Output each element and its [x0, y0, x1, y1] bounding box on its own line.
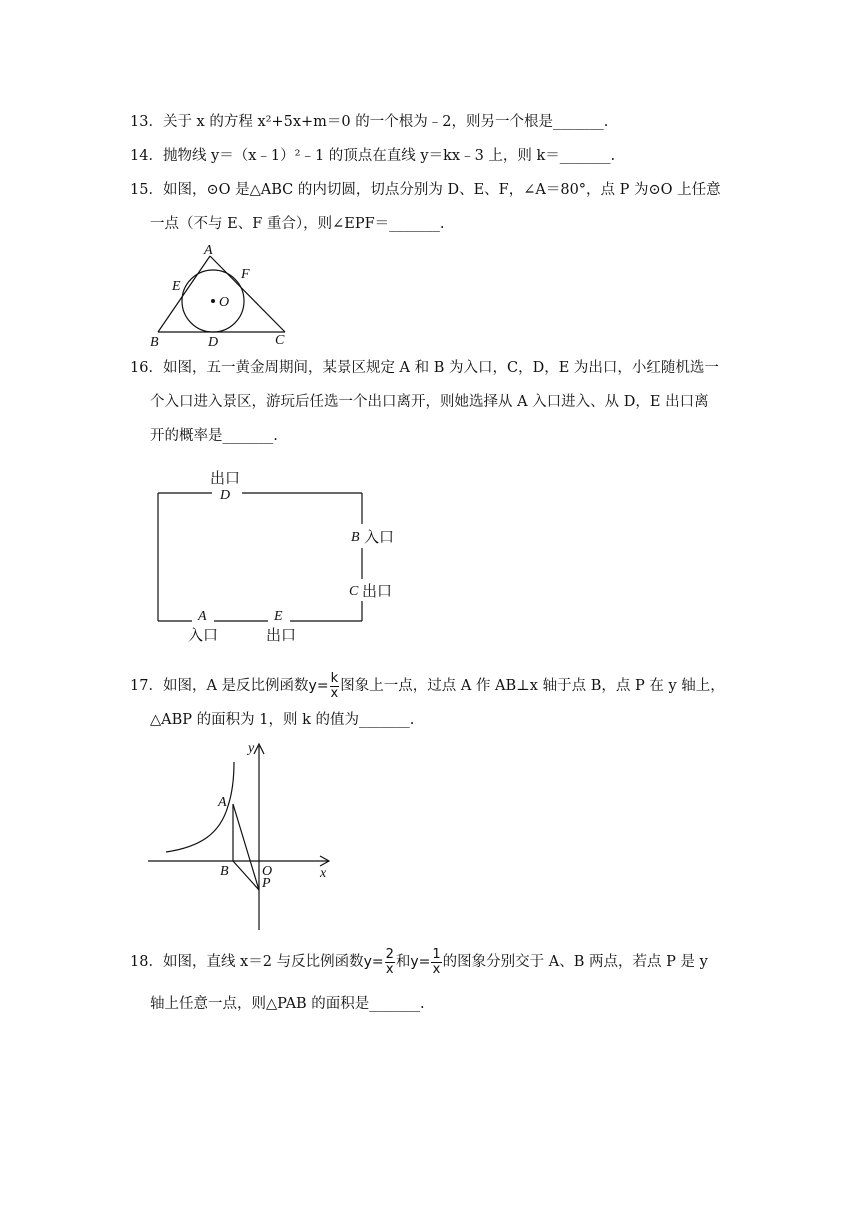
label-a: A [218, 795, 227, 810]
q17-frac-den: x [330, 685, 339, 701]
q18-frac2-num: 1 [432, 946, 441, 962]
label-e-exit: 出口 [266, 626, 297, 644]
label-b-entrance: 入口 [364, 528, 395, 546]
label-d: D [208, 335, 219, 350]
label-e: E [172, 279, 181, 294]
question-18-line-1 [130, 946, 708, 978]
label-o: O [219, 295, 230, 310]
q18-frac2-den: x [432, 961, 441, 977]
figure-15-triangle-incircle [140, 240, 300, 350]
label-c: C [349, 584, 359, 599]
q17-func-lhs: y= [308, 678, 329, 694]
label-e: E [274, 609, 283, 624]
label-d-exit: 出口 [210, 469, 241, 487]
q18-suffix: 的图象分别交于 A、B 两点，若点 P 是 y [442, 954, 708, 970]
question-16-line-3: 开的概率是_______. [150, 428, 278, 444]
question-15-line-1: 15．如图，⊙O 是△ABC 的内切圆，切点分别为 D、E、F，∠A＝80°，点 P 为⊙O 上任意 [130, 182, 721, 198]
label-a: A [204, 243, 213, 258]
q18-mid: 和 [395, 954, 411, 970]
side-ab [158, 256, 210, 332]
question-18-line-2: 轴上任意一点，则△PAB 的面积是_______. [150, 996, 425, 1012]
label-c-exit: 出口 [362, 582, 393, 600]
figure-17-inverse-function-graph [140, 734, 340, 934]
question-13: 13．关于 x 的方程 x²+5x+m＝0 的一个根为﹣2，则另一个根是_______. [130, 114, 609, 130]
q18-func2-lhs: y= [410, 954, 431, 970]
label-o: O [262, 864, 273, 879]
q17-prefix: 17．如图，A 是反比例函数 [130, 678, 309, 694]
label-f: F [241, 267, 250, 282]
label-a-entrance: 入口 [188, 626, 219, 644]
q18-func1-lhs: y= [363, 954, 384, 970]
q18-prefix: 18．如图，直线 x＝2 与反比例函数 [130, 954, 364, 970]
question-16-line-2: 个入口进入景区，游玩后任选一个出口离开，则她选择从 A 入口进入、从 D，E 出口离 [150, 394, 709, 410]
label-x: x [320, 866, 327, 881]
question-17-line-2: △ABP 的面积为 1，则 k 的值为_______. [150, 712, 415, 728]
label-c: C [275, 333, 285, 348]
q17-fraction [330, 672, 340, 701]
label-b: B [150, 335, 159, 350]
segment-ap [233, 804, 259, 890]
label-p: P [262, 876, 271, 891]
q18-frac1-num: 2 [385, 946, 394, 962]
question-16-line-1: 16．如图，五一黄金周期间，某景区规定 A 和 B 为入口，C，D，E 为出口，小红随机选一 [130, 360, 719, 376]
question-15-line-2: 一点（不与 E、F 重合），则∠EPF＝_______. [150, 216, 445, 232]
center-dot [211, 299, 215, 303]
q17-frac-num: k [330, 670, 339, 686]
q18-frac1-den: x [385, 961, 394, 977]
label-a: A [198, 609, 207, 624]
figure-16-scenic-area [140, 462, 410, 647]
label-b: B [220, 864, 229, 879]
label-d: D [220, 488, 231, 503]
question-17-line-1 [130, 670, 725, 702]
q18-fraction-1 [385, 948, 395, 977]
q18-fraction-2 [431, 948, 441, 977]
q17-suffix: 图象上一点，过点 A 作 AB⊥x 轴于点 B，点 P 在 y 轴上， [340, 678, 725, 694]
label-b: B [351, 530, 360, 545]
question-14: 14．抛物线 y＝（x﹣1）²﹣1 的顶点在直线 y＝kx﹣3 上，则 k＝_______. [130, 148, 616, 164]
label-y: y [248, 741, 255, 756]
